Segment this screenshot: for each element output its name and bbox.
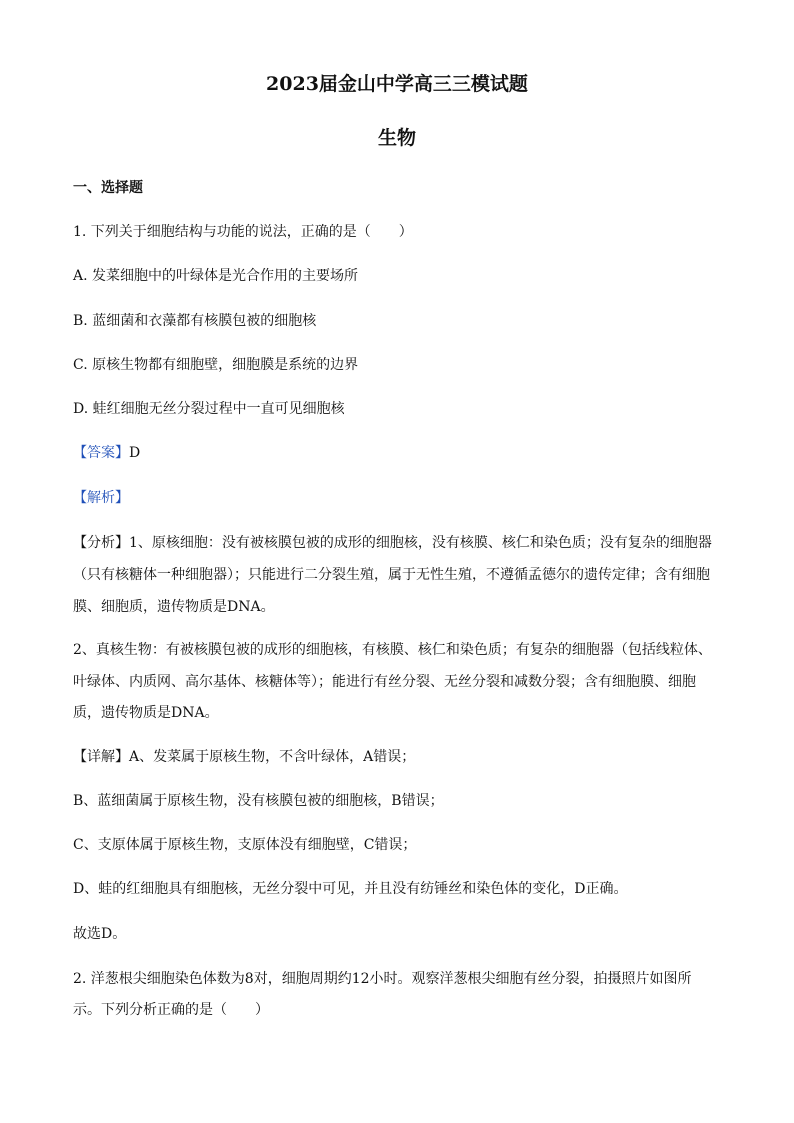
question-1-option-c: C. 原核生物都有细胞壁，细胞膜是系统的边界: [73, 357, 359, 373]
fenxi-line-3: 膜、细胞质，遗传物质是DNA。: [73, 599, 275, 615]
detail-line-c: C、支原体属于原核生物，支原体没有细胞壁，C错误；: [73, 837, 417, 853]
question-1-stem: 1. 下列关于细胞结构与功能的说法，正确的是（ ）: [73, 224, 413, 240]
zhenhe-line-2: 叶绿体、内质网、高尔基体、核糖体等）；能进行有丝分裂、无丝分裂和减数分裂；含有细胞膜、细胞: [73, 674, 696, 690]
fenxi-tag: 【分析】: [73, 535, 129, 551]
question-1-option-b: B. 蓝细菌和衣藻都有核膜包被的细胞核: [73, 313, 317, 329]
zhenhe-line-3: 质，遗传物质是DNA。: [73, 705, 219, 721]
answer-line: [73, 443, 140, 463]
detail-line-d: D、蛙的红细胞具有细胞核，无丝分裂中可见，并且没有纺锤丝和染色体的变化，D正确。: [73, 881, 628, 897]
document-subject: 生物: [377, 127, 416, 149]
xiangjie-line: [73, 747, 415, 767]
section-heading: 一、选择题: [73, 180, 143, 196]
fenxi-text-1: 1、原核细胞：没有被核膜包被的成形的细胞核，没有核膜、核仁和染色质；没有复杂的细胞器: [129, 535, 712, 551]
fenxi-line-1: [73, 533, 712, 553]
analysis-tag: 【解析】: [73, 490, 129, 506]
question-1-option-d: D. 蛙红细胞无丝分裂过程中一直可见细胞核: [73, 401, 345, 417]
analysis-line: [73, 488, 129, 508]
question-2-stem-line-2: 示。下列分析正确的是（ ）: [73, 1002, 269, 1018]
xiangjie-tag: 【详解】: [73, 749, 129, 765]
detail-conclusion: 故选D。: [73, 926, 127, 942]
xiangjie-text: A、发菜属于原核生物，不含叶绿体，A错误；: [129, 749, 416, 765]
zhenhe-line-1: 2、真核生物：有被核膜包被的成形的细胞核，有核膜、核仁和染色质；有复杂的细胞器（包括线粒体、: [73, 642, 712, 658]
answer-tag: 【答案】: [73, 445, 129, 461]
detail-line-b: B、蓝细菌属于原核生物，没有核膜包被的细胞核，B错误；: [73, 793, 444, 809]
answer-value: D: [129, 445, 141, 461]
document-title: 2023届金山中学高三三模试题: [266, 73, 528, 95]
question-1-option-a: A. 发菜细胞中的叶绿体是光合作用的主要场所: [73, 268, 359, 284]
fenxi-line-2: （只有核糖体一种细胞器）；只能进行二分裂生殖，属于无性生殖，不遵循孟德尔的遗传定律；含有细胞: [73, 567, 710, 583]
question-2-stem-line-1: 2. 洋葱根尖细胞染色体数为8对，细胞周期约12小时。观察洋葱根尖细胞有丝分裂，拍摄照片如图所: [73, 971, 692, 987]
